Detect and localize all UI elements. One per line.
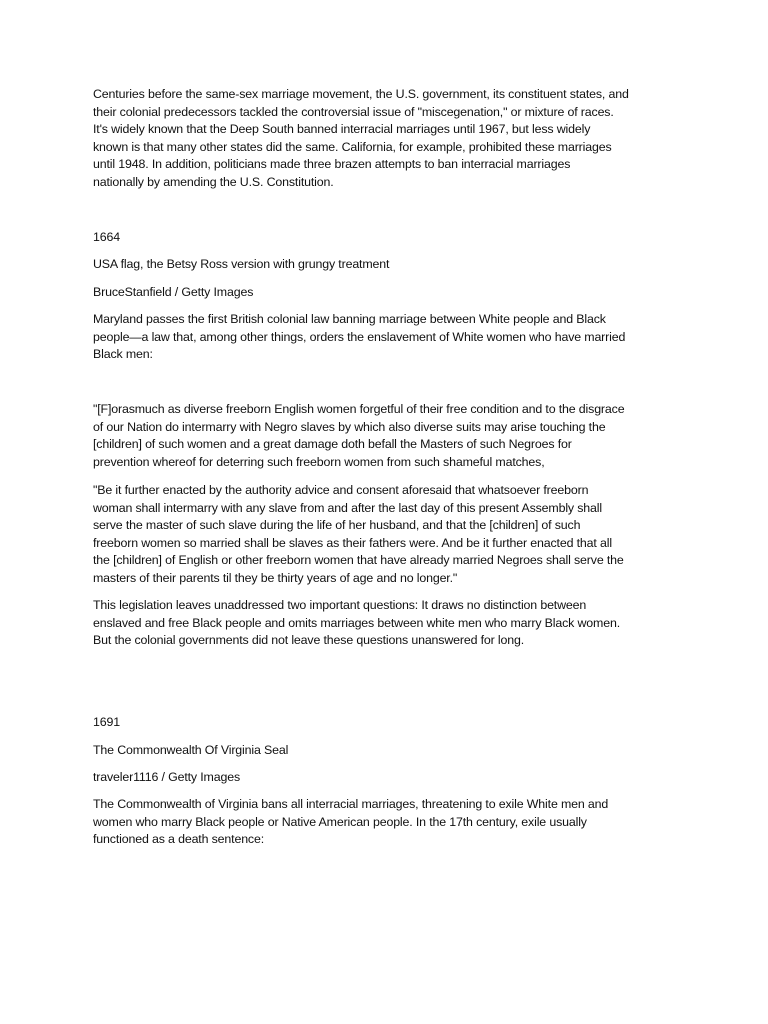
description-line: women who marry Black people or Native American people. In the 17th century, exile usually — [93, 814, 587, 829]
description-line: The Commonwealth of Virginia bans all interracial marriages, threatening to exile White men and — [93, 797, 609, 811]
quote-1-1664 — [93, 401, 683, 471]
intro-line: known is that many other states did the same. California, for example, prohibited these marriages — [93, 139, 612, 154]
quote-line: masters of their parents til they be thirty years of age and no longer." — [93, 570, 458, 585]
year-text: 1664 — [93, 230, 120, 244]
analysis-line: This legislation leaves unaddressed two important questions: It draws no distinction between — [93, 598, 587, 612]
year-text: 1691 — [93, 715, 120, 729]
intro-line: It's widely known that the Deep South banned interracial marriages until 1967, but less widely — [93, 122, 591, 137]
description-1691 — [93, 796, 683, 849]
description-line: Black men: — [93, 347, 153, 362]
image-credit-1691 — [93, 769, 683, 787]
year-heading-1691 — [93, 714, 683, 732]
intro-line: Centuries before the same-sex marriage movement, the U.S. government, its constituent states, and — [93, 87, 629, 101]
year-heading-1664 — [93, 229, 683, 247]
intro-paragraph — [93, 86, 683, 192]
caption-text: The Commonwealth Of Virginia Seal — [93, 743, 289, 757]
quote-line: "[F]orasmuch as diverse freeborn English women forgetful of their free condition and to the disgrace — [93, 402, 625, 416]
image-caption-1664 — [93, 256, 683, 274]
quote-line: prevention whereof for deterring such freeborn women from such shameful matches, — [93, 454, 545, 469]
analysis-1664 — [93, 597, 683, 650]
intro-line: until 1948. In addition, politicians made three brazen attempts to ban interracial marriages — [93, 157, 571, 172]
analysis-line: enslaved and free Black people and omits marriages between white men who marry Black women. — [93, 615, 620, 630]
quote-line: [children] of such women and a great damage doth befall the Masters of such Negroes for — [93, 437, 572, 452]
quote-line: serve the master of such slave during the life of her husband, and that the [children] of such — [93, 518, 581, 533]
description-line: Maryland passes the first British colonial law banning marriage between White people and Black — [93, 312, 606, 326]
quote-line: freeborn women so married shall be slaves as their fathers were. And be it further enacted that all — [93, 535, 612, 550]
quote-line: of our Nation do intermarry with Negro slaves by which also diverse suits may arise touching the — [93, 419, 606, 434]
credit-text: traveler1116 / Getty Images — [93, 770, 241, 784]
caption-text: USA flag, the Betsy Ross version with grungy treatment — [93, 257, 390, 271]
quote-line: woman shall intermarry with any slave from and after the last day of this present Assembly shall — [93, 500, 602, 515]
description-1664 — [93, 311, 683, 364]
credit-text: BruceStanfield / Getty Images — [93, 285, 254, 299]
intro-line: nationally by amending the U.S. Constitution. — [93, 174, 334, 189]
quote-line: the [children] of English or other freeborn women that have already married Negroes shall serve the — [93, 553, 624, 568]
quote-2-1664 — [93, 482, 683, 588]
image-credit-1664 — [93, 284, 683, 302]
intro-line: their colonial predecessors tackled the controversial issue of "miscegenation," or mixture of races. — [93, 104, 614, 119]
image-caption-1691 — [93, 742, 683, 760]
quote-line: "Be it further enacted by the authority advice and consent aforesaid that whatsoever freeborn — [93, 483, 589, 497]
description-line: people—a law that, among other things, orders the enslavement of White women who have married — [93, 329, 626, 344]
analysis-line: But the colonial governments did not leave these questions unanswered for long. — [93, 633, 525, 648]
description-line: functioned as a death sentence: — [93, 832, 265, 847]
